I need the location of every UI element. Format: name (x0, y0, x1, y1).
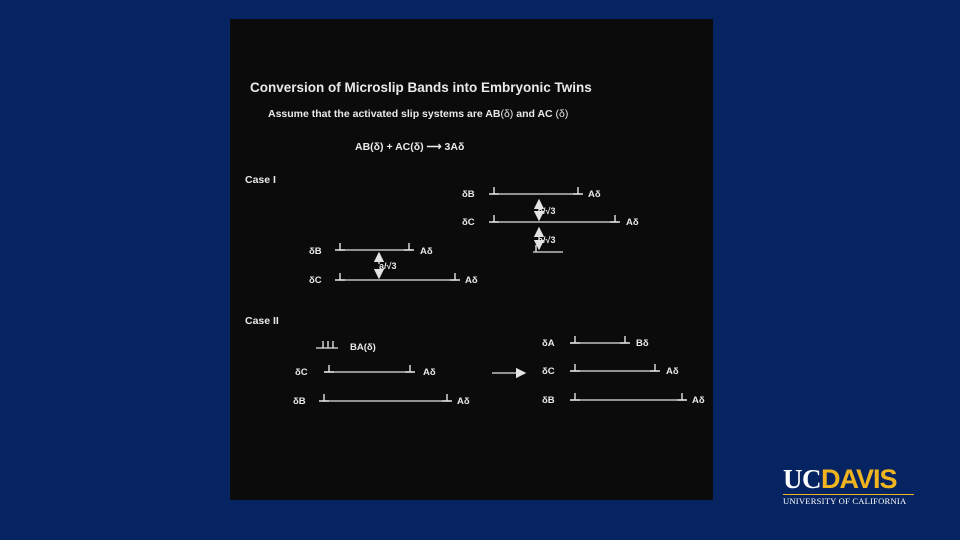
case2-label: Case II (245, 315, 279, 327)
dislocation-symbol (335, 243, 345, 250)
diagram-title: Conversion of Microslip Bands into Embryonic Twins (250, 80, 592, 95)
dislocation-symbol (620, 336, 630, 343)
case1-lower-line1-left: δB (309, 246, 322, 257)
subtitle-s2-delta: (δ) (552, 108, 569, 120)
case1-upper-line2-right: Aδ (626, 217, 639, 228)
case1-lower-gap: a/√3 (379, 261, 397, 271)
case2-left-group (293, 341, 470, 407)
reaction-equation: AB(δ) + AC(δ) ⟶ 3Aδ (355, 141, 465, 153)
case1-lower-line1-right: Aδ (420, 246, 433, 257)
case1-lower-group (309, 243, 478, 286)
dislocation-symbol (677, 393, 687, 400)
dislocation-symbol (489, 187, 499, 194)
dislocation-symbol (650, 364, 660, 371)
dislocation-symbol (404, 243, 414, 250)
case2-right-line3-right: Aδ (692, 395, 705, 406)
diagram-subtitle (268, 108, 568, 120)
dislocation-symbol (570, 336, 580, 343)
subtitle-s1-delta: (δ) (500, 108, 514, 120)
subtitle-prefix: Assume that the activated slip systems are (268, 108, 486, 120)
dislocation-symbol (573, 187, 583, 194)
case1-lower-line2-left: δC (309, 275, 322, 286)
case2-left-line1-left: δC (295, 367, 308, 378)
dislocation-symbol (450, 273, 460, 280)
dislocation-symbol (570, 393, 580, 400)
case1-label: Case I (245, 174, 276, 186)
case1-upper-group (462, 187, 639, 252)
case2-right-line1-right: Bδ (636, 338, 649, 349)
logo-davis-text: DAVIS (821, 464, 897, 494)
case1-upper-line2-left: δC (462, 217, 475, 228)
slide-image (230, 19, 713, 500)
logo-uc-text: UC (783, 464, 821, 494)
case2-left-line1-right: Aδ (423, 367, 436, 378)
logo-divider (783, 494, 914, 495)
case2-right-line1-left: δA (542, 338, 555, 349)
case1-upper-line1-right: Aδ (588, 189, 601, 200)
logo-subtitle: UNIVERSITY OF CALIFORNIA (783, 496, 907, 506)
subtitle-s2: AC (537, 108, 553, 120)
case2-right-line3-left: δB (542, 395, 555, 406)
case1-lower-line2-right: Aδ (465, 275, 478, 286)
case1-upper-gap1: a/√3 (538, 206, 556, 216)
uc-davis-logo (783, 464, 915, 506)
dislocation-symbol (610, 215, 620, 222)
case1-upper-gap2: a/√3 (538, 235, 556, 245)
case2-left-line2-right: Aδ (457, 396, 470, 407)
case2-left-line2-left: δB (293, 396, 306, 407)
dislocation-symbol (405, 365, 415, 372)
dislocation-symbol (324, 365, 334, 372)
stacked-dislocations (323, 341, 333, 348)
diagram-canvas (230, 19, 713, 500)
dislocation-symbol (319, 394, 329, 401)
dislocation-symbol (489, 215, 499, 222)
subtitle-and: and (513, 108, 538, 120)
case2-right-group (542, 336, 705, 406)
dislocation-symbol (335, 273, 345, 280)
dislocation-symbol (570, 364, 580, 371)
case1-upper-line1-left: δB (462, 189, 475, 200)
subtitle-s1: AB (485, 108, 501, 120)
dislocation-symbol (442, 394, 452, 401)
case2-right-line2-left: δC (542, 366, 555, 377)
case2-right-line2-right: Aδ (666, 366, 679, 377)
case2-ba-label: BA(δ) (350, 342, 376, 353)
